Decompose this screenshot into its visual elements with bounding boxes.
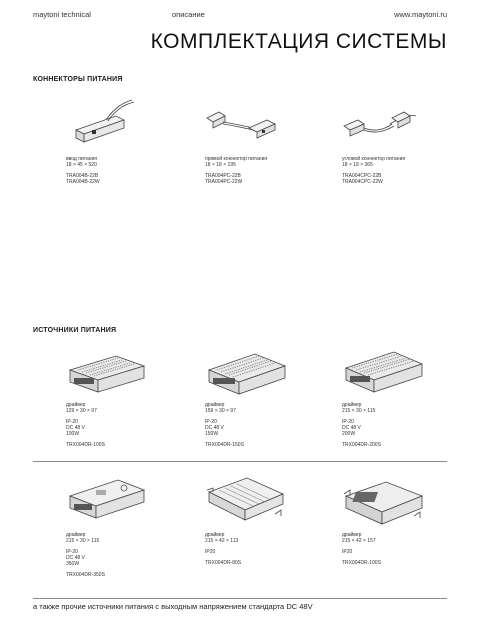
driver-image bbox=[205, 470, 287, 532]
product-size: 159 × 30 × 97 bbox=[205, 408, 236, 414]
power-rating: 200W bbox=[342, 431, 356, 437]
product-code: TRX004DR-350S bbox=[66, 572, 105, 578]
connector-item bbox=[205, 94, 325, 185]
footer-note: а также прочие источники питания с выходным напряжением стандарта DC 48V bbox=[33, 602, 313, 611]
power-rating: 100W bbox=[66, 431, 80, 437]
section-label: описание bbox=[172, 10, 205, 19]
driver-image bbox=[205, 348, 287, 402]
ip-rating: IP-20 bbox=[66, 549, 78, 555]
connector-item bbox=[342, 94, 462, 185]
power-input-connector-image bbox=[66, 94, 146, 156]
product-size: 215 × 30 × 115 bbox=[66, 538, 100, 544]
product-code: TRA004B-22B bbox=[66, 173, 99, 179]
product-name: прямой коннектор питания bbox=[205, 156, 268, 162]
product-code: TRX004DR-100S bbox=[66, 442, 105, 448]
product-code: TRX004DR-80S bbox=[205, 560, 242, 566]
product-code: TRX004DR-200S bbox=[342, 442, 381, 448]
power-rating: 150W bbox=[205, 431, 219, 437]
product-name: драйвер bbox=[66, 402, 86, 408]
power-supply-item bbox=[205, 470, 325, 566]
power-supply-item bbox=[342, 470, 462, 566]
product-name: драйвер bbox=[205, 402, 225, 408]
product-size: 215 × 30 × 115 bbox=[342, 408, 376, 414]
product-size: 18 × 18 × 365 bbox=[342, 162, 373, 168]
product-name: ввод питания bbox=[66, 156, 98, 162]
product-code: TRA004CPC-22B bbox=[342, 173, 382, 179]
driver-image bbox=[342, 348, 424, 402]
angle-connector-image bbox=[342, 94, 422, 156]
product-name: драйвер bbox=[66, 532, 86, 538]
product-size: 18 × 45 × 520 bbox=[66, 162, 97, 168]
divider bbox=[33, 598, 447, 599]
ip-rating: IP-20 bbox=[342, 419, 354, 425]
product-size: 215 × 42 × 113 bbox=[205, 538, 239, 544]
product-size: 215 × 42 × 157 bbox=[342, 538, 376, 544]
product-size: 18 × 18 × 195 bbox=[205, 162, 236, 168]
product-name: драйвер bbox=[342, 532, 362, 538]
power-supply-item bbox=[205, 348, 325, 448]
section-title-power-supplies: ИСТОЧНИКИ ПИТАНИЯ bbox=[33, 327, 117, 334]
product-code: TRA004PC-22W bbox=[205, 179, 243, 185]
ip-rating: IP-20 bbox=[205, 419, 217, 425]
power-supply-item bbox=[342, 348, 462, 448]
product-code: TRA004PC-22B bbox=[205, 173, 241, 179]
section-title-connectors: КОННЕКТОРЫ ПИТАНИЯ bbox=[33, 76, 123, 83]
website: www.maytoni.ru bbox=[394, 10, 447, 19]
connector-item bbox=[66, 94, 186, 185]
product-code: TRX004DR-100S bbox=[342, 560, 381, 566]
power-supply-item bbox=[66, 470, 186, 578]
output-voltage: DC 48 V bbox=[205, 425, 224, 431]
divider bbox=[33, 461, 447, 462]
straight-connector-image bbox=[205, 94, 285, 156]
power-rating: 350W bbox=[66, 561, 80, 567]
ip-rating: IP-20 bbox=[66, 419, 78, 425]
output-voltage: DC 48 V bbox=[66, 555, 85, 561]
ip-rating: IP20 bbox=[342, 549, 353, 555]
output-voltage: DC 48 V bbox=[342, 425, 361, 431]
product-name: драйвер bbox=[205, 532, 225, 538]
product-name: угловой коннектор питания bbox=[342, 156, 406, 162]
driver-image bbox=[66, 470, 148, 532]
ip-rating: IP20 bbox=[205, 549, 216, 555]
power-supply-item bbox=[66, 348, 186, 448]
driver-image bbox=[342, 470, 424, 532]
page-title: КОМПЛЕКТАЦИЯ СИСТЕМЫ bbox=[150, 30, 447, 53]
brand-name: maytoni technical bbox=[33, 10, 91, 19]
product-code: TRA004CPC-22W bbox=[342, 179, 383, 185]
product-size: 129 × 30 × 97 bbox=[66, 408, 97, 414]
product-name: драйвер bbox=[342, 402, 362, 408]
output-voltage: DC 48 V bbox=[66, 425, 85, 431]
driver-image bbox=[66, 348, 148, 402]
product-code: TRA004B-22W bbox=[66, 179, 100, 185]
product-code: TRX004DR-150S bbox=[205, 442, 244, 448]
